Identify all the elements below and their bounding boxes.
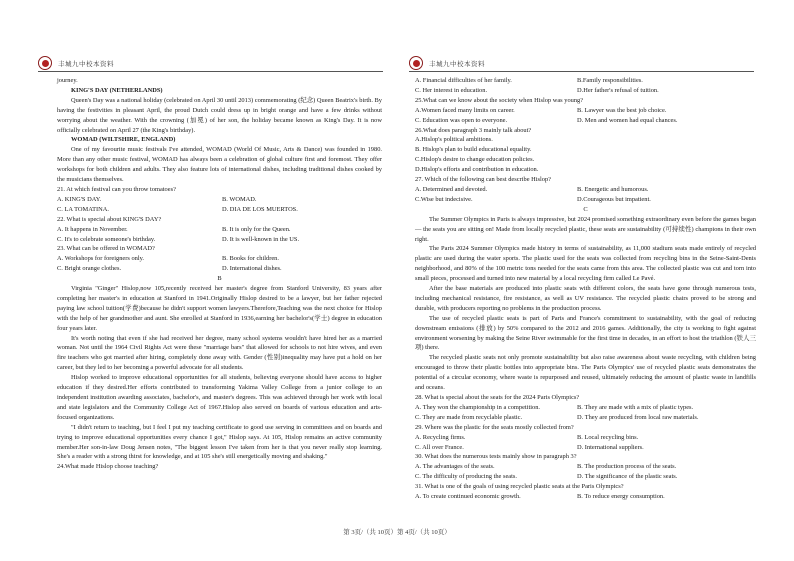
paragraph: One of my favourite music festivals I've attended, WOMAD (World Of Music, Arts & Dance) was founded in 1980. More than any other music festival, WOMAD has always been a celebration of global culture first and foremost. They offer workshops for both children and adults. They also feature lots of international dishes, including traditional dishes cooked by the musicians themselves. — [57, 146, 382, 184]
paragraph: It's worth noting that even if she had received her degree, many school systems wouldn't have hired her as a married woman. Not until the 1964 Civil Rights Act were these "marriage bars" that allowed for schools to not hire wives, and even fire teachers who got married after hiring, completely done away with. Gender (性别)inequality may have put a hold on her career, but they led to her becoming a powerful advocate for all students. — [57, 334, 382, 372]
option: A. Financial difficulties of her family. — [415, 77, 512, 84]
left-content — [57, 76, 382, 472]
option: D. Men and women had equal chances. — [577, 116, 678, 124]
question-options — [415, 76, 756, 96]
left-header — [38, 55, 114, 71]
question-options — [57, 195, 382, 215]
question-options — [415, 185, 756, 205]
option: C.Wise but indecisive. — [415, 195, 473, 203]
question-stem: 23. What can be offered in WOMAD? — [57, 245, 155, 253]
option: D. International suppliers. — [577, 443, 644, 451]
option: A. KING'S DAY. — [57, 195, 102, 203]
right-content — [415, 76, 756, 502]
option: C. They are made from recyclable plastic. — [415, 413, 523, 421]
question-options — [415, 433, 756, 453]
section-heading: WOMAD (WILTSHIRE, ENGLAND) — [71, 136, 176, 144]
option: C. Bright orange clothes. — [57, 265, 122, 273]
right-header — [409, 55, 485, 71]
page-footer: 第 3页/（共 10页）第 4页/（共 10页） — [343, 529, 451, 536]
right-page — [397, 0, 794, 561]
question-stem: 30. What does the numerous tests mainly show in paragraph 3? — [415, 453, 577, 461]
option: A. They won the championship in a competition. — [415, 403, 541, 411]
option: B. Books for children. — [222, 255, 279, 263]
option: D.Hislop's efforts and contribution in education. — [415, 166, 539, 174]
option: B. WOMAD. — [222, 195, 257, 203]
question-stem: 31. What is one of the goals of using recycled plastic seats at the Paris Olympics? — [415, 483, 624, 491]
option: C. All over France. — [415, 443, 464, 451]
paragraph: The recycled plastic seats not only promote sustainability but also raise awareness about waste recycling, with children being encouraged to throw their plastic bottles into appropriate bins. The Paris Olympics' use of recycled plastic seats demonstrates the potential of a circular economy, where waste is repurposed and reused, ultimately reducing the amount of plastic waste in landfills and oceans. — [415, 354, 756, 392]
question-stem: 29. Where was the plastic for the seats mostly collected from? — [415, 423, 574, 431]
option: D. International dishes. — [222, 265, 282, 273]
option: A.Women faced many limits on career. — [415, 106, 515, 114]
option: B. Lawyer was the best job choice. — [577, 106, 667, 114]
paragraph: Virginia "Ginger" Hislop,now 105,recently received her master's degree from Stanford University, 83 years after completing her master's in education at Stanford in 1941.Originally Hislop desired to be a lawyer, but her father rejected paying law school tuition(学费)because he didn't support women lawyers.Therefore,Teaching was the next choice for Hislop with the help of her grandmother and aunt. She enrolled at Stanford in 1936,earning her bachelor's(学士) degree in education four years later. — [57, 285, 382, 332]
option: D. They are produced from local raw materials. — [577, 413, 699, 421]
question-options — [415, 403, 756, 423]
header-divider — [38, 71, 383, 72]
paragraph: The Paris 2024 Summer Olympics made history in terms of sustainability, as 11,000 stadium seats made entirely of recycled plastic are used during the water sports. The plastic used for the seats was collected from recycling bins in the Seine-Saint-Denis neighborhood, and 80% of the 100 metric tons needed for the seats came from this area. The collected plastic was cut and torn into small pieces, processed and turned into new material by a local recycling firm called Le Pavé. — [415, 245, 756, 283]
paragraph: After the base materials are produced into plastic seats with different colors, the seats have gone through numerous tests, including mechanical resistance, fire resistance, as well as UV resistance. The recycled plastic chairs proved to be strong and durable, with producers reporting no problems in the production process. — [415, 285, 756, 312]
option: C. Her interest in education. — [415, 86, 488, 94]
option: B.Family responsibilities. — [577, 77, 643, 84]
option: C. Education was open to everyone. — [415, 116, 508, 124]
question-stem: 22. What is special about KING'S DAY? — [57, 215, 162, 223]
question-stem: 21. At which festival can you throw tomatoes? — [57, 185, 176, 193]
question-options — [57, 225, 382, 245]
option: C. LA TOMATINA. — [57, 205, 109, 213]
question-stem: 28. What is special about the seats for the 2024 Paris Olympics? — [415, 394, 580, 401]
option: A. Workshops for foreigners only. — [57, 255, 144, 263]
section-label: C — [583, 205, 588, 213]
option: C. It's to celebrate someone's birthday. — [57, 235, 156, 243]
question-stem: 25.What can we know about the society when Hislop was young? — [415, 96, 584, 104]
option: D. The significance of the plastic seats. — [577, 473, 678, 481]
question-stem: 26.What does paragraph 3 mainly talk about? — [415, 126, 532, 134]
option: B. Hislop's plan to build educational equality. — [415, 146, 532, 154]
paragraph: "I didn't return to teaching, but I feel I put my teaching certificate to good use serving in committees and on boards and trying to improve educational opportunities every chance I got," Hislop says. At 105, Hislop remains an active community member.Her son-in-law Doug Jensen notes, "The biggest lesson I've taken from her is that you never really stop learning. She's a reader with a strong thirst for knowledge, and at 105 she's still energetically moving and shaking." — [57, 423, 382, 461]
option: C.Hislop's desire to change education policies. — [415, 156, 535, 164]
question-options — [415, 462, 756, 482]
option: B. They are made with a mix of plastic types. — [577, 403, 694, 411]
option: B. It is only for the Queen. — [222, 225, 291, 233]
school-logo-icon — [409, 56, 423, 70]
paragraph: Queen's Day was a national holiday (celebrated on April 30 until 2013) commemorating (纪念) Queen Beatrix's birth. By having the festivities in pleasant April, the proud Dutch could dress up in bright orange and have a few drinks without worrying about the weather. With the crowning (加冕) of her son, the holiday became known as King's Day. It is now officially celebrated on April 27 (the King's birthday). — [57, 96, 382, 134]
option: B. The production process of the seats. — [577, 463, 677, 471]
option: A. The advantages of the seats. — [415, 463, 495, 471]
school-logo-icon — [38, 56, 52, 70]
paragraph: journey. — [57, 77, 78, 84]
paragraph: The Summer Olympics in Paris is always impressive, but 2024 promised something extraordinary even before the games began — the seats you are sitting on! Made from locally recycled plastic, these seats are sustainability (可持续性) champions in their own right. — [415, 215, 756, 243]
option: D.Her father's refusal of tuition. — [577, 86, 659, 94]
question-options — [415, 492, 756, 502]
paragraph: Hislop worked to improve educational opportunities for all students, believing everyone should have access to higher education if they desired.Her efforts contributed to transforming Yakima Valley College from a junior college to an independent institution awarding associates, bachelor's, and master's degrees. This was achieved through her work with local and state legislators and the Community College Act of 1967.Hislop also served on boards of various education and arts-focused organizations. — [57, 374, 382, 421]
option: C. The difficulty of producing the seats. — [415, 473, 517, 481]
question-options — [415, 106, 756, 126]
option: B. Local recycling bins. — [577, 433, 639, 441]
option: B. To reduce energy consumption. — [577, 493, 665, 501]
option: D. DIA DE LOS MUERTOS. — [222, 205, 298, 213]
option: B. Energetic and humorous. — [577, 185, 649, 193]
header-school-text: 丰城九中校本资料 — [429, 60, 485, 68]
section-label: B — [217, 275, 222, 283]
option: A. It happens in November. — [57, 225, 128, 233]
option: A. Recycling firms. — [415, 433, 466, 441]
question-stem: 24.What made Hislop choose teaching? — [57, 463, 159, 471]
option: A. Determined and devoted. — [415, 185, 488, 193]
section-heading: KING'S DAY (NETHERLANDS) — [71, 86, 163, 94]
header-school-text: 丰城九中校本资料 — [58, 60, 114, 68]
option: D. It is well-known in the US. — [222, 235, 300, 243]
paragraph: The use of recycled plastic seats is part of Paris and France's commitment to sustainability, with the goal of reducing downstream emissions (排放) by 50% compared to the 2012 and 2016 games. Additionally, the city is working to fight against environment worsening by making the Seine River swimmable for the first time in decades, in an effort to host the triathlon (铁人三项) there. — [415, 314, 756, 352]
question-options — [57, 254, 382, 274]
option: D.Courageous but impatient. — [577, 195, 651, 203]
option: A.Hislop's political ambitions. — [415, 136, 493, 144]
question-stem: 27. Which of the following can best describe Hislop? — [415, 176, 552, 184]
option: A. To create continued economic growth. — [415, 493, 521, 501]
header-divider — [409, 71, 754, 72]
